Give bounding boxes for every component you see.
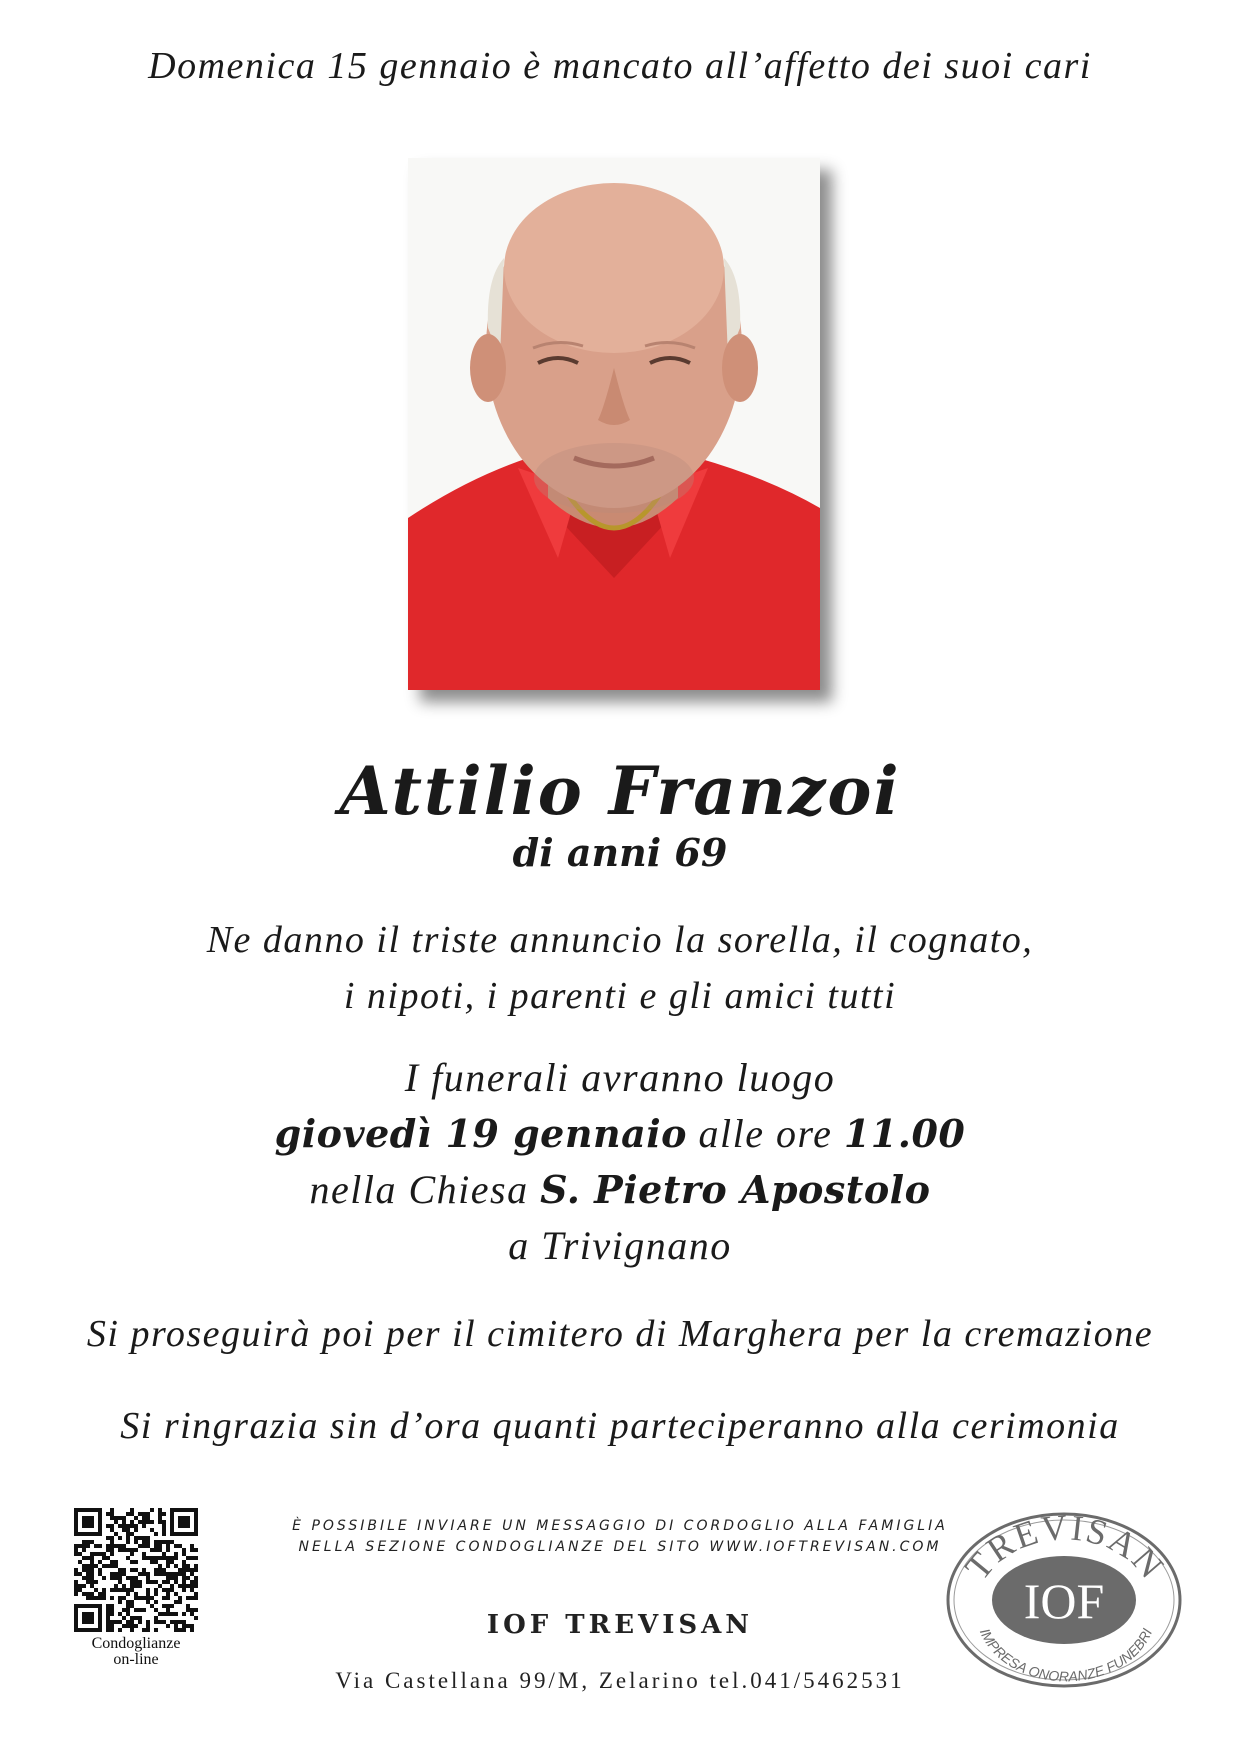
qr-code-icon (74, 1508, 198, 1632)
qr-caption-line-1: Condoglianze (91, 1635, 181, 1652)
continuation-text: Si proseguirà poi per il cimitero di Marghera per la cremazione (86, 1313, 1154, 1355)
funeral-time: 11.00 (843, 1111, 966, 1156)
logo-center-text: IOF (1023, 1573, 1105, 1629)
thanks-text: Si ringrazia sin d’ora quanti parteciperanno alla cerimonia (120, 1405, 1120, 1447)
qr-caption (66, 1636, 206, 1668)
logo-bottom-text: IMPRESA ONORANZE FUNEBRI (976, 1626, 1156, 1685)
funeral-line-3 (0, 1162, 1240, 1218)
funeral-line-2 (0, 1106, 1240, 1162)
funeral-church: S. Pietro Apostolo (540, 1167, 931, 1212)
funeral-place: a Trivignano (508, 1223, 732, 1268)
announcement (0, 912, 1240, 1024)
condolences-note-line-2: NELLA SEZIONE CONDOGLIANZE DEL SITO WWW.IOFTREVISAN.COM (298, 1539, 942, 1555)
announcement-line-1: Ne danno il triste annuncio la sorella, il cognato, (206, 919, 1034, 961)
condolences-qr-code[interactable] (74, 1508, 198, 1632)
deceased-age: di anni 69 (512, 830, 728, 875)
company-name: IOF TREVISAN (486, 1610, 754, 1640)
deceased-name: Attilio Franzoi (339, 752, 901, 830)
funeral-date: giovedì 19 gennaio (274, 1111, 688, 1156)
announcement-line-2: i nipoti, i parenti e gli amici tutti (343, 975, 897, 1017)
company-address: Via Castellana 99/M, Zelarino tel.041/5462531 (335, 1668, 905, 1693)
portrait-illustration (408, 158, 820, 690)
funeral-line-1: I funerali avranno luogo (404, 1055, 836, 1100)
funeral-time-prefix: alle ore (687, 1111, 844, 1156)
intro-text: Domenica 15 gennaio è mancato all’affetto dei suoi cari (148, 45, 1092, 87)
logo-seal-icon (944, 1508, 1184, 1688)
deceased-photo (408, 158, 820, 690)
qr-caption-line-2: on-line (113, 1651, 159, 1668)
condolences-note-line-1: È POSSIBILE INVIARE UN MESSAGGIO DI CORDOGLIO ALLA FAMIGLIA (292, 1518, 948, 1534)
funeral-church-prefix: nella Chiesa (309, 1167, 541, 1212)
funeral-details (0, 1050, 1240, 1274)
iof-trevisan-logo (944, 1508, 1184, 1688)
condolences-note (220, 1516, 1020, 1558)
logo-top-text: TREVISAN (957, 1508, 1173, 1588)
